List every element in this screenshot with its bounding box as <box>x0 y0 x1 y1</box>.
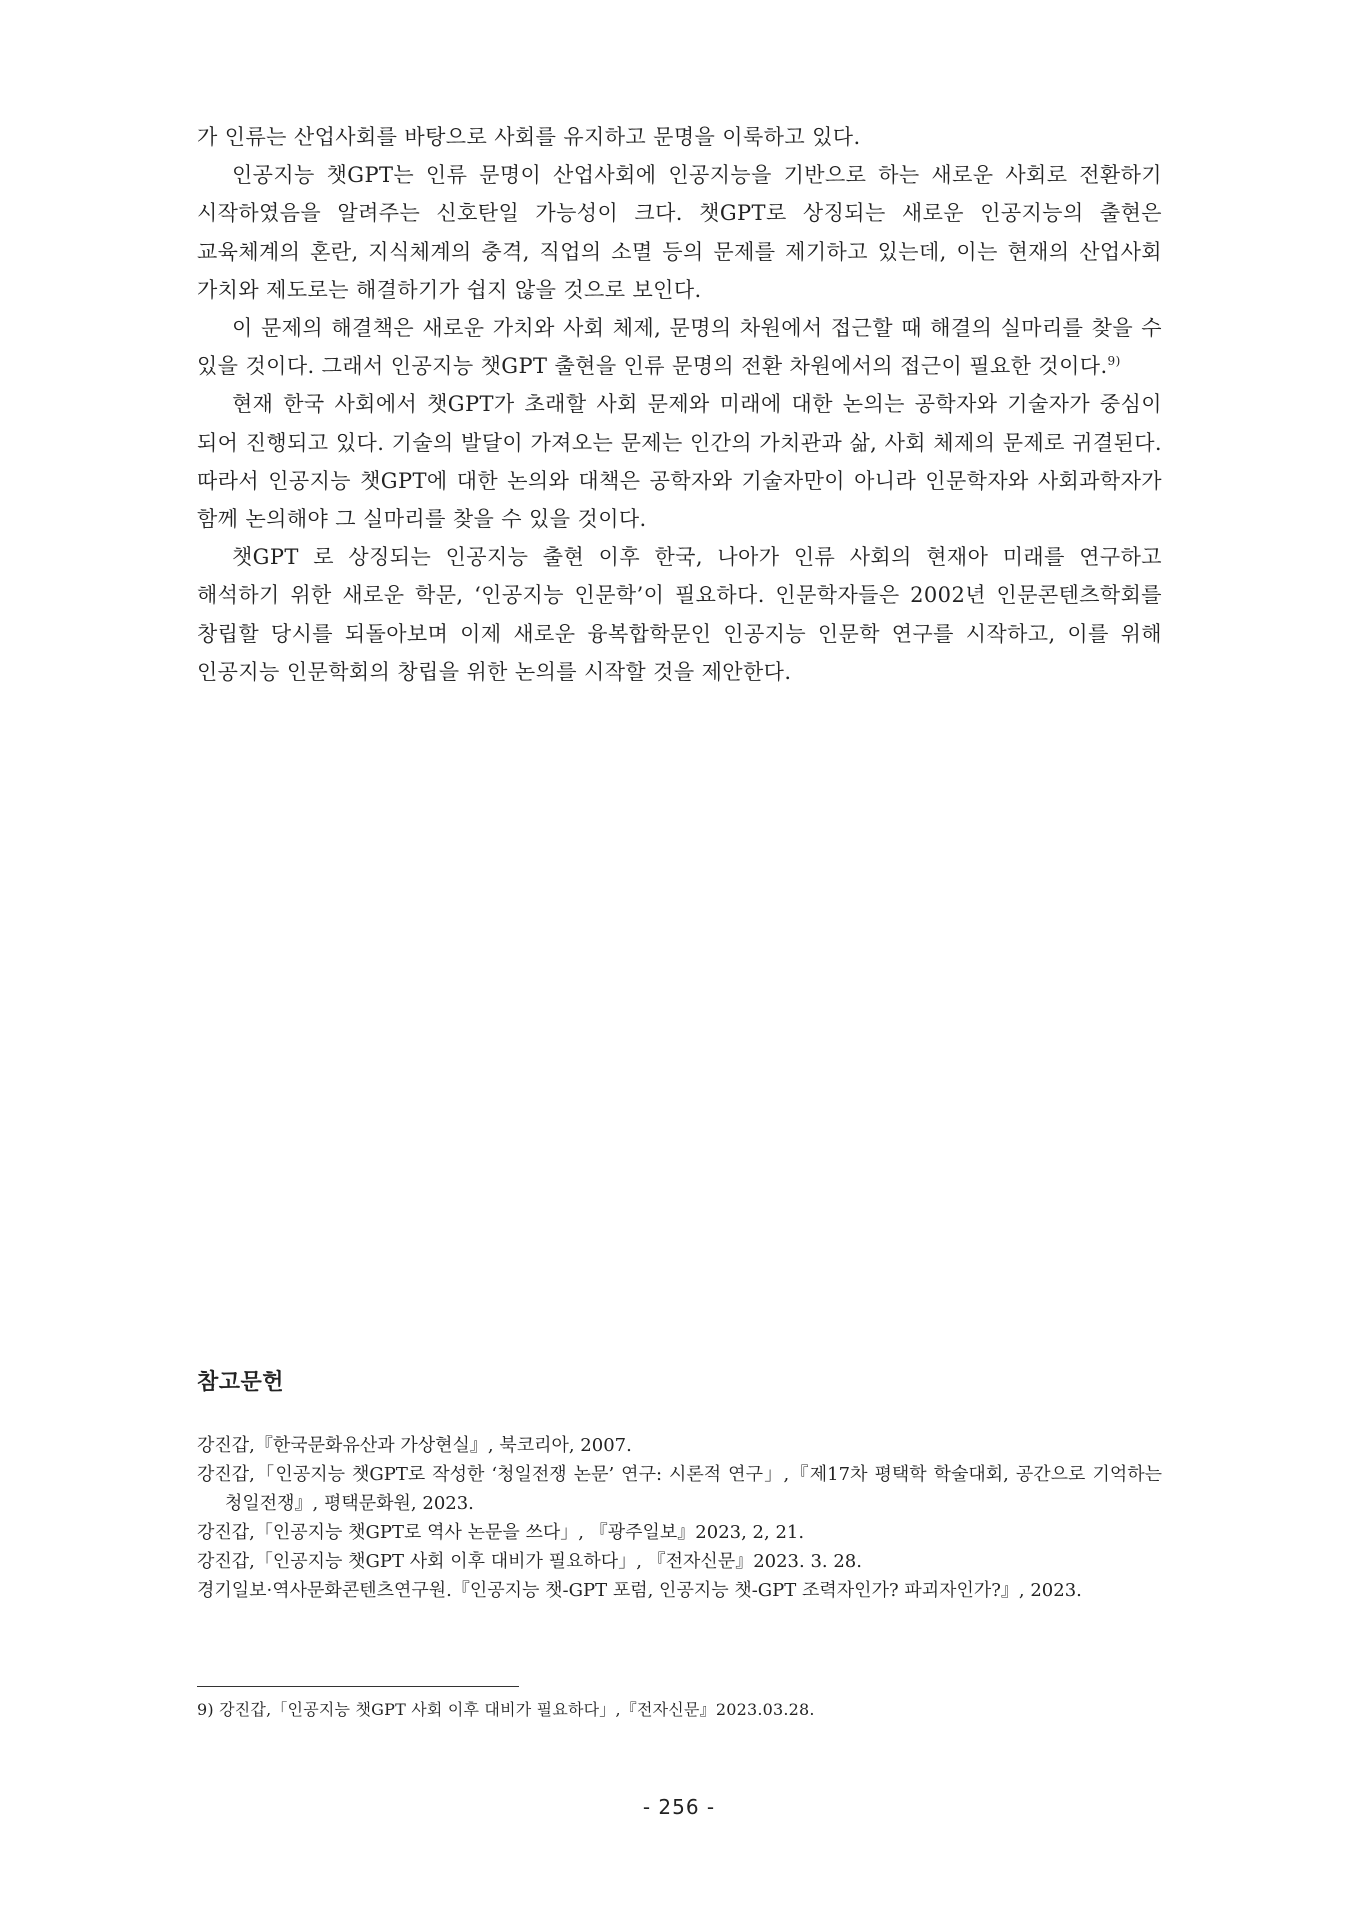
reference-item: 강진갑,「인공지능 챗GPT로 작성한 ‘청일전쟁 논문’ 연구: 시론적 연구」,『제17차 평택학 학술대회, 공간으로 기억하는 청일전쟁』, 평택문화원, 2023. <box>197 1464 1162 1514</box>
paragraph <box>197 309 1162 385</box>
page-number: - 256 - <box>642 1795 716 1819</box>
paragraph: 챗GPT 로 상징되는 인공지능 출현 이후 한국, 나아가 인류 사회의 현재아 미래를 연구하고 해석하기 위한 새로운 학문, ‘인공지능 인문학’이 필요하다. 인문학자들은 2002년 인문콘텐츠학회를 창립할 당시를 되돌아보며 이제 새로운 융복합학문인 인공지능 인문학 연구를 시작하고, 이를 위해 인공지능 인문학회의 창립을 위한 논의를 시작할 것을 제안한다. <box>197 545 1162 684</box>
footnote-divider <box>197 1686 519 1687</box>
reference-item: 강진갑,「인공지능 챗GPT 사회 이후 대비가 필요하다」, 『전자신문』2023. 3. 28. <box>197 1551 862 1572</box>
references-list <box>197 1431 1162 1605</box>
footnote: 9) 강진갑,「인공지능 챗GPT 사회 이후 대비가 필요하다」,『전자신문』2023.03.28. <box>197 1700 815 1719</box>
footnote-reference[interactable]: 9) <box>1107 354 1121 369</box>
paragraph: 현재 한국 사회에서 챗GPT가 초래할 사회 문제와 미래에 대한 논의는 공학자와 기술자가 중심이 되어 진행되고 있다. 기술의 발달이 가져오는 문제는 인간의 가치관과 삶, 사회 체제의 문제로 귀결된다. 따라서 인공지능 챗GPT에 대한 논의와 대책은 공학자와 기술자만이 아니라 인문학자와 사회과학자가 함께 논의해야 그 실마리를 찾을 수 있을 것이다. <box>197 392 1162 532</box>
references-heading: 참고문헌 <box>197 1369 285 1395</box>
body-text <box>197 118 1162 691</box>
reference-item: 강진갑,「인공지능 챗GPT로 역사 논문을 쓰다」, 『광주일보』2023, 2, 21. <box>197 1522 805 1543</box>
paragraph: 인공지능 챗GPT는 인류 문명이 산업사회에 인공지능을 기반으로 하는 새로운 사회로 전환하기 시작하였음을 알려주는 신호탄일 가능성이 크다. 챗GPT로 상징되는 새로운 인공지능의 출현은 교육체계의 혼란, 지식체계의 충격, 직업의 소멸 등의 문제를 제기하고 있는데, 이는 현재의 산업사회 가치와 제도로는 해결하기가 쉽지 않을 것으로 보인다. <box>197 163 1162 302</box>
paragraph: 가 인류는 산업사회를 바탕으로 사회를 유지하고 문명을 이룩하고 있다. <box>197 125 861 149</box>
reference-item: 경기일보·역사문화콘텐츠연구원.『인공지능 챗-GPT 포럼, 인공지능 챗-GPT 조력자인가? 파괴자인가?』, 2023. <box>197 1580 1082 1601</box>
paragraph-text: 이 문제의 해결책은 새로운 가치와 사회 체제, 문명의 차원에서 접근할 때 해결의 실마리를 찾을 수 있을 것이다. 그래서 인공지능 챗GPT 출현을 인류 문명의 전환 차원에서의 접근이 필요한 것이다. <box>197 316 1162 379</box>
reference-item: 강진갑,『한국문화유산과 가상현실』, 북코리아, 2007. <box>197 1435 632 1456</box>
